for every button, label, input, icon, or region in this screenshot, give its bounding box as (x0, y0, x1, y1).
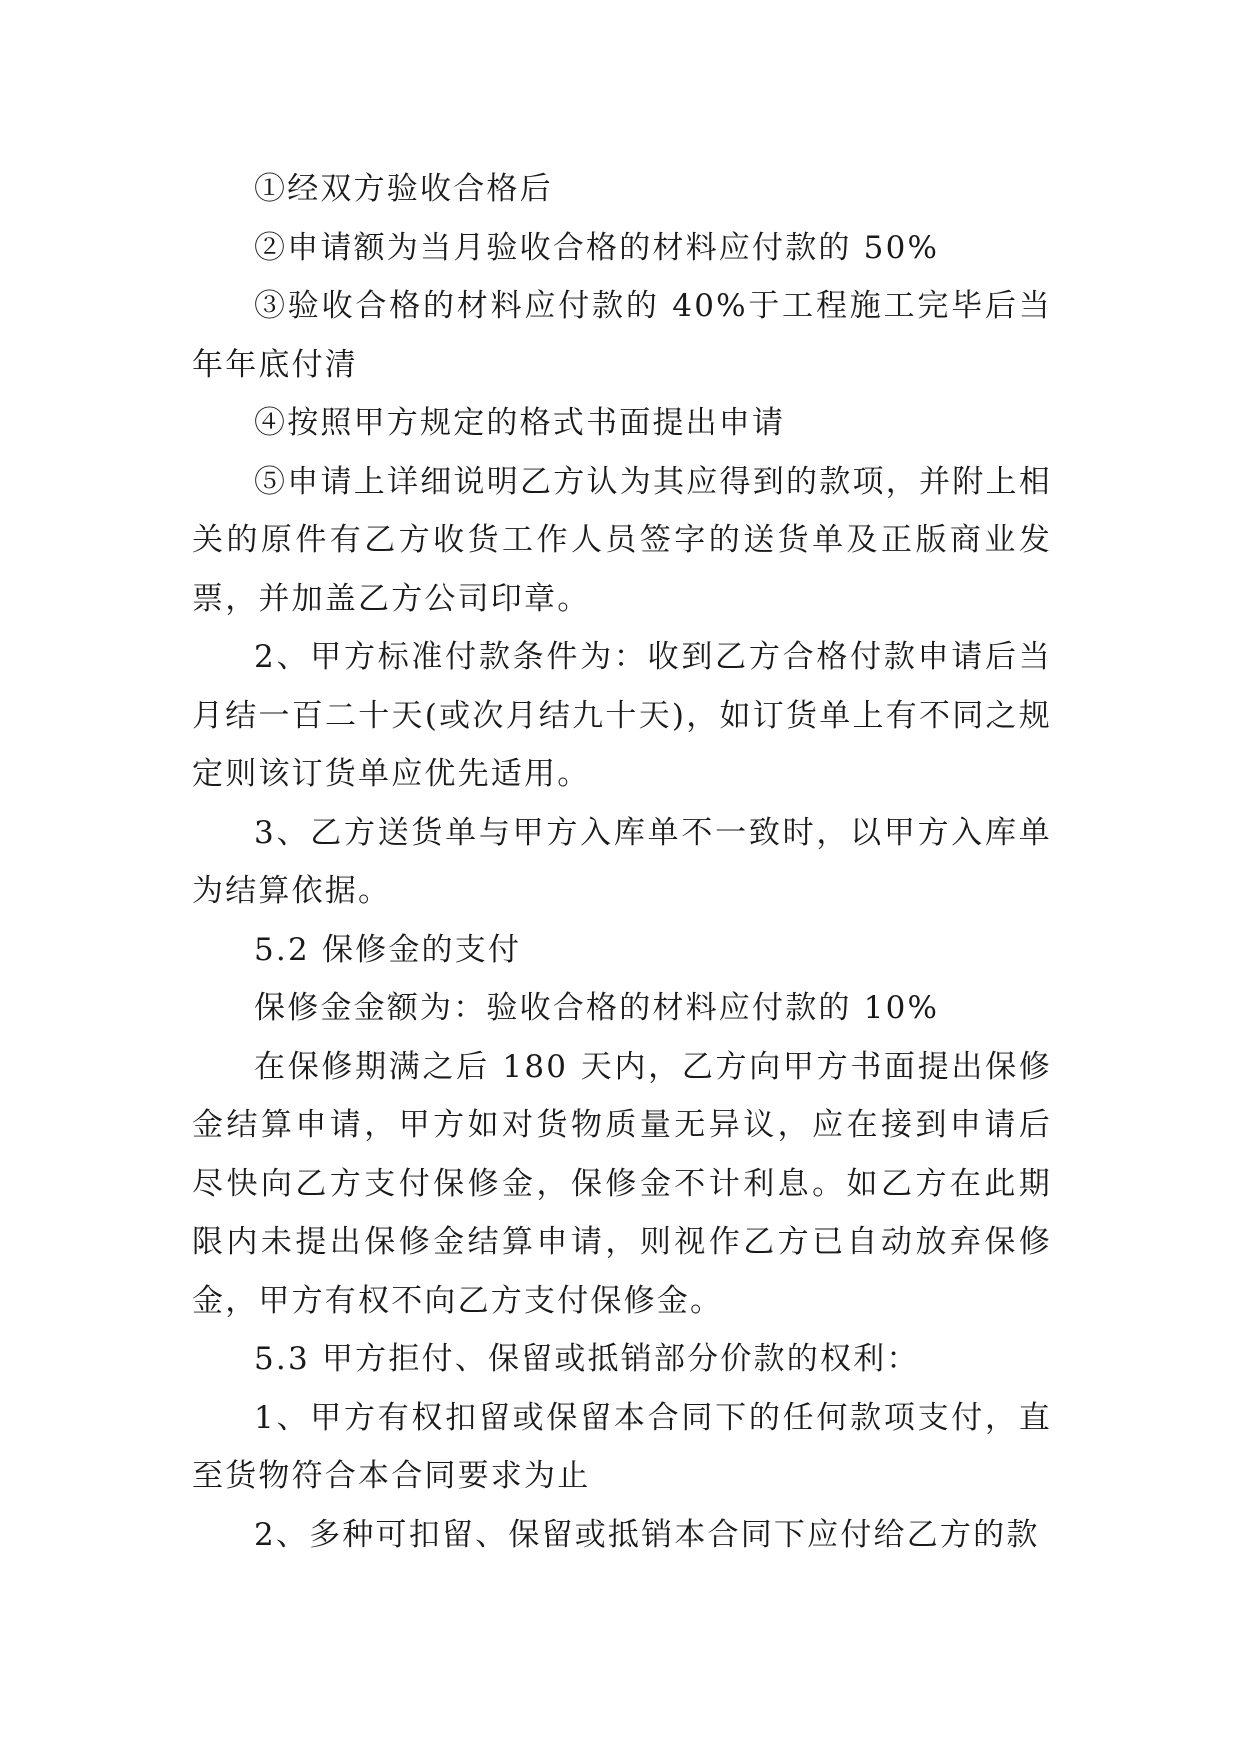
paragraph-withhold-right: 1、甲方有权扣留或保留本合同下的任何款项支付，直至货物符合本合同要求为止 (192, 1399, 1052, 1494)
section-heading-5-3: 5.3 甲方拒付、保留或抵销部分价款的权利： (254, 1341, 920, 1377)
document-body (192, 160, 1052, 1564)
paragraph-clause-5: ⑤申请上详细说明乙方认为其应得到的款项，并附上相关的原件有乙方收货工作人员签字的送货单及正版商业发票，并加盖乙方公司印章。 (192, 463, 1052, 617)
paragraph-payment-terms: 2、甲方标准付款条件为：收到乙方合格付款申请后当月结一百二十天(或次月结九十天)，如订货单上有不同之规定则该订货单应优先适用。 (192, 639, 1052, 792)
paragraph-offset-right: 2、多种可扣留、保留或抵销本合同下应付给乙方的款 (254, 1516, 1040, 1553)
paragraph-warranty-amount: 保修金金额为：验收合格的材料应付款的 10% (254, 990, 940, 1026)
paragraph-settlement-basis: 3、乙方送货单与甲方入库单不一致时，以甲方入库单为结算依据。 (192, 814, 1052, 909)
paragraph-clause-4: ④按照甲方规定的格式书面提出申请 (254, 405, 786, 441)
paragraph-warranty-settlement: 在保修期满之后 180 天内，乙方向甲方书面提出保修金结算申请，甲方如对货物质量无异议，应在接到申请后尽快向乙方支付保修金，保修金不计利息。如乙方在此期限内未提出保修金结算申请，则视作乙方已自动放弃保修金，甲方有权不向乙方支付保修金。 (192, 1048, 1052, 1319)
paragraph-clause-3: ③验收合格的材料应付款的 40%于工程施工完毕后当年年底付清 (192, 288, 1052, 383)
section-heading-5-2: 5.2 保修金的支付 (254, 931, 522, 968)
paragraph-clause-2: ②申请额为当月验收合格的材料应付款的 50% (254, 229, 940, 266)
paragraph-clause-1: ①经双方验收合格后 (254, 171, 553, 207)
